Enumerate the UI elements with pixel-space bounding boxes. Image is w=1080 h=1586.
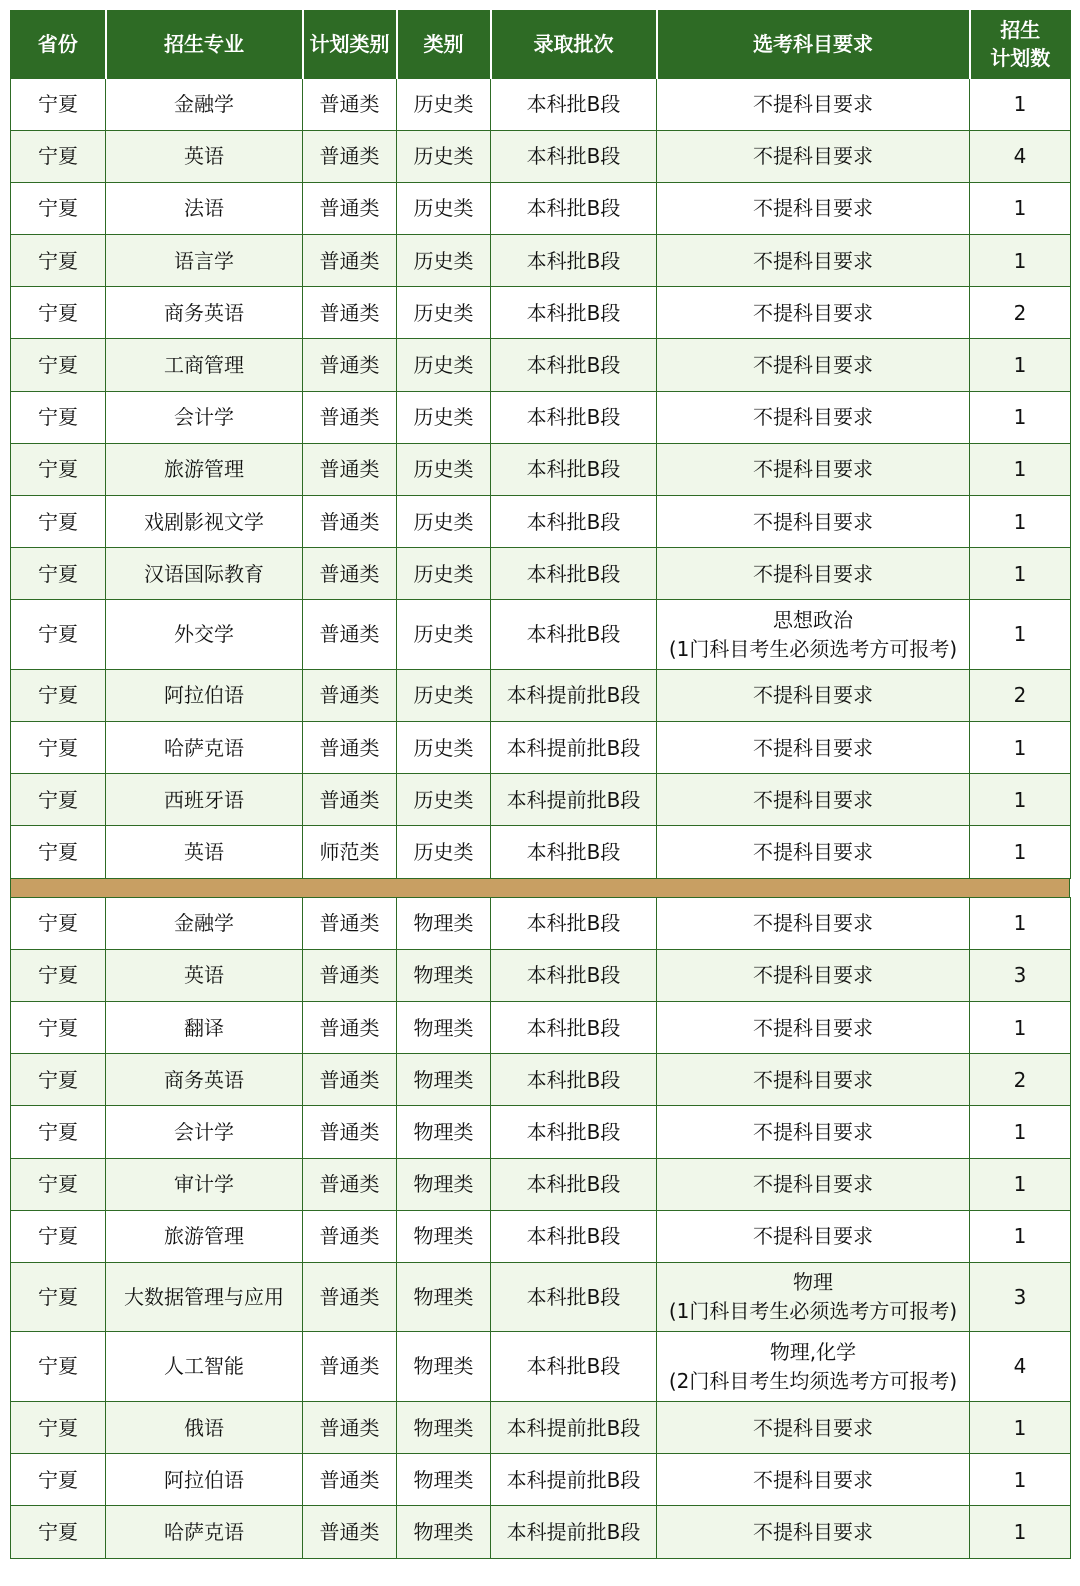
table-row <box>11 600 1071 670</box>
category-cell: 历史类 <box>397 600 491 670</box>
plan-type-cell: 普通类 <box>303 1054 397 1106</box>
major-cell: 金融学 <box>106 897 303 949</box>
subject-requirement-cell <box>657 600 970 670</box>
category-cell: 物理类 <box>397 1262 491 1332</box>
category-cell: 历史类 <box>397 287 491 339</box>
major-cell: 大数据管理与应用 <box>106 1262 303 1332</box>
plan-type-cell: 普通类 <box>303 669 397 721</box>
category-cell: 历史类 <box>397 669 491 721</box>
batch-cell: 本科批B段 <box>491 391 657 443</box>
major-cell: 商务英语 <box>106 1054 303 1106</box>
batch-cell: 本科提前批B段 <box>491 1401 657 1453</box>
plan-type-cell: 普通类 <box>303 182 397 234</box>
batch-cell: 本科提前批B段 <box>491 669 657 721</box>
batch-cell: 本科批B段 <box>491 1106 657 1158</box>
quota-cell: 1 <box>970 443 1071 495</box>
category-cell: 历史类 <box>397 496 491 548</box>
plan-type-cell: 普通类 <box>303 1158 397 1210</box>
plan-type-cell: 普通类 <box>303 130 397 182</box>
table-header <box>11 10 1071 78</box>
subject-requirement-cell <box>657 496 970 548</box>
subject-requirement-line: 不提科目要求 <box>753 683 873 708</box>
plan-type-cell: 普通类 <box>303 1106 397 1158</box>
quota-cell: 1 <box>970 1158 1071 1210</box>
plan-type-cell: 普通类 <box>303 1454 397 1506</box>
batch-cell: 本科批B段 <box>491 78 657 130</box>
subject-requirement-cell <box>657 130 970 182</box>
quota-cell: 2 <box>970 287 1071 339</box>
batch-cell: 本科批B段 <box>491 443 657 495</box>
subject-requirement-cell <box>657 1106 970 1158</box>
major-cell: 哈萨克语 <box>106 722 303 774</box>
batch-cell: 本科批B段 <box>491 1332 657 1402</box>
subject-requirement-line: 不提科目要求 <box>753 248 873 273</box>
subject-requirement-line: 不提科目要求 <box>753 911 873 936</box>
batch-cell: 本科批B段 <box>491 600 657 670</box>
category-cell: 物理类 <box>397 1506 491 1558</box>
table-row <box>11 1106 1071 1158</box>
province-cell: 宁夏 <box>11 78 106 130</box>
category-cell: 历史类 <box>397 826 491 878</box>
batch-cell: 本科批B段 <box>491 1054 657 1106</box>
subject-requirement-cell <box>657 548 970 600</box>
section-divider <box>10 879 1070 897</box>
batch-cell: 本科批B段 <box>491 496 657 548</box>
subject-requirement-line: 不提科目要求 <box>753 1519 873 1544</box>
subject-requirement-line: 不提科目要求 <box>753 509 873 534</box>
quota-cell: 3 <box>970 1262 1071 1332</box>
province-cell: 宁夏 <box>11 897 106 949</box>
province-cell: 宁夏 <box>11 1401 106 1453</box>
major-cell: 西班牙语 <box>106 774 303 826</box>
subject-requirement-cell <box>657 391 970 443</box>
plan-type-cell: 普通类 <box>303 897 397 949</box>
table-row <box>11 1332 1071 1402</box>
table-row <box>11 548 1071 600</box>
quota-cell: 1 <box>970 78 1071 130</box>
subject-requirement-cell <box>657 1054 970 1106</box>
table-row <box>11 1210 1071 1262</box>
plan-type-cell: 普通类 <box>303 548 397 600</box>
province-cell: 宁夏 <box>11 1210 106 1262</box>
quota-cell: 4 <box>970 130 1071 182</box>
table-row <box>11 287 1071 339</box>
province-cell: 宁夏 <box>11 774 106 826</box>
batch-cell: 本科批B段 <box>491 548 657 600</box>
subject-requirement-cell <box>657 722 970 774</box>
province-cell: 宁夏 <box>11 1454 106 1506</box>
quota-cell: 1 <box>970 826 1071 878</box>
table-row <box>11 339 1071 391</box>
physics-section <box>11 897 1071 1558</box>
major-cell: 俄语 <box>106 1401 303 1453</box>
table-row <box>11 826 1071 878</box>
table-row <box>11 1401 1071 1453</box>
category-cell: 物理类 <box>397 1106 491 1158</box>
subject-requirement-line: 不提科目要求 <box>753 196 873 221</box>
plan-type-cell: 普通类 <box>303 1002 397 1054</box>
category-cell: 物理类 <box>397 897 491 949</box>
subject-requirement-line: 不提科目要求 <box>753 92 873 117</box>
header-quota-line1: 招生 <box>1000 17 1041 42</box>
table-row <box>11 78 1071 130</box>
province-cell: 宁夏 <box>11 391 106 443</box>
major-cell: 语言学 <box>106 235 303 287</box>
batch-cell: 本科批B段 <box>491 1210 657 1262</box>
batch-cell: 本科批B段 <box>491 182 657 234</box>
subject-requirement-line: 不提科目要求 <box>753 1119 873 1144</box>
major-cell: 英语 <box>106 949 303 1001</box>
quota-cell: 1 <box>970 182 1071 234</box>
major-cell: 翻译 <box>106 1002 303 1054</box>
header-subject-requirement: 选考科目要求 <box>657 10 970 78</box>
table-row <box>11 496 1071 548</box>
subject-requirement-cell <box>657 1401 970 1453</box>
category-cell: 物理类 <box>397 1158 491 1210</box>
table-row <box>11 391 1071 443</box>
batch-cell: 本科提前批B段 <box>491 1454 657 1506</box>
subject-requirement-line: 物理 <box>793 1270 833 1295</box>
subject-requirement-line: (2门科目考生均须选考方可报考) <box>668 1368 958 1393</box>
subject-requirement-cell <box>657 182 970 234</box>
plan-type-cell: 普通类 <box>303 235 397 287</box>
major-cell: 英语 <box>106 130 303 182</box>
category-cell: 物理类 <box>397 1210 491 1262</box>
subject-requirement-line: 不提科目要求 <box>753 1015 873 1040</box>
quota-cell: 1 <box>970 1002 1071 1054</box>
province-cell: 宁夏 <box>11 235 106 287</box>
plan-type-cell: 普通类 <box>303 443 397 495</box>
batch-cell: 本科批B段 <box>491 339 657 391</box>
table-row <box>11 1454 1071 1506</box>
batch-cell: 本科提前批B段 <box>491 774 657 826</box>
table-row <box>11 130 1071 182</box>
major-cell: 英语 <box>106 826 303 878</box>
subject-requirement-cell <box>657 1454 970 1506</box>
batch-cell: 本科批B段 <box>491 235 657 287</box>
batch-cell: 本科批B段 <box>491 826 657 878</box>
header-quota-line2: 计划数 <box>990 45 1051 70</box>
subject-requirement-cell <box>657 1002 970 1054</box>
admission-plan-table-physics <box>10 897 1071 1559</box>
plan-type-cell: 普通类 <box>303 1401 397 1453</box>
table-row <box>11 722 1071 774</box>
subject-requirement-cell <box>657 897 970 949</box>
table-row <box>11 1158 1071 1210</box>
province-cell: 宁夏 <box>11 722 106 774</box>
major-cell: 会计学 <box>106 1106 303 1158</box>
batch-cell: 本科提前批B段 <box>491 722 657 774</box>
quota-cell: 1 <box>970 496 1071 548</box>
category-cell: 历史类 <box>397 130 491 182</box>
category-cell: 物理类 <box>397 1002 491 1054</box>
plan-type-cell: 普通类 <box>303 1332 397 1402</box>
major-cell: 阿拉伯语 <box>106 1454 303 1506</box>
table-row <box>11 235 1071 287</box>
category-cell: 物理类 <box>397 1401 491 1453</box>
batch-cell: 本科批B段 <box>491 897 657 949</box>
subject-requirement-cell <box>657 949 970 1001</box>
header-category: 类别 <box>397 10 491 78</box>
quota-cell: 1 <box>970 1210 1071 1262</box>
quota-cell: 1 <box>970 897 1071 949</box>
quota-cell: 1 <box>970 1454 1071 1506</box>
major-cell: 人工智能 <box>106 1332 303 1402</box>
plan-type-cell: 师范类 <box>303 826 397 878</box>
major-cell: 戏剧影视文学 <box>106 496 303 548</box>
plan-type-cell: 普通类 <box>303 1506 397 1558</box>
plan-type-cell: 普通类 <box>303 1262 397 1332</box>
batch-cell: 本科批B段 <box>491 949 657 1001</box>
quota-cell: 4 <box>970 1332 1071 1402</box>
major-cell: 金融学 <box>106 78 303 130</box>
plan-type-cell: 普通类 <box>303 600 397 670</box>
batch-cell: 本科提前批B段 <box>491 1506 657 1558</box>
major-cell: 汉语国际教育 <box>106 548 303 600</box>
quota-cell: 1 <box>970 1106 1071 1158</box>
subject-requirement-cell <box>657 78 970 130</box>
subject-requirement-line: 不提科目要求 <box>753 457 873 482</box>
plan-type-cell: 普通类 <box>303 722 397 774</box>
quota-cell: 3 <box>970 949 1071 1001</box>
subject-requirement-cell <box>657 339 970 391</box>
plan-type-cell: 普通类 <box>303 1210 397 1262</box>
category-cell: 历史类 <box>397 339 491 391</box>
province-cell: 宁夏 <box>11 130 106 182</box>
subject-requirement-line: 不提科目要求 <box>753 144 873 169</box>
subject-requirement-line: (1门科目考生必须选考方可报考) <box>668 1299 958 1324</box>
major-cell: 哈萨克语 <box>106 1506 303 1558</box>
table-row <box>11 182 1071 234</box>
table-row <box>11 1054 1071 1106</box>
major-cell: 旅游管理 <box>106 443 303 495</box>
quota-cell: 1 <box>970 235 1071 287</box>
major-cell: 外交学 <box>106 600 303 670</box>
subject-requirement-line: 物理,化学 <box>769 1339 857 1364</box>
subject-requirement-cell <box>657 774 970 826</box>
category-cell: 历史类 <box>397 443 491 495</box>
table-row <box>11 1002 1071 1054</box>
quota-cell: 1 <box>970 774 1071 826</box>
province-cell: 宁夏 <box>11 1506 106 1558</box>
quota-cell: 1 <box>970 1401 1071 1453</box>
major-cell: 会计学 <box>106 391 303 443</box>
subject-requirement-line: 不提科目要求 <box>753 1467 873 1492</box>
plan-type-cell: 普通类 <box>303 949 397 1001</box>
category-cell: 历史类 <box>397 391 491 443</box>
subject-requirement-cell <box>657 1506 970 1558</box>
subject-requirement-cell <box>657 1210 970 1262</box>
province-cell: 宁夏 <box>11 443 106 495</box>
province-cell: 宁夏 <box>11 1262 106 1332</box>
plan-type-cell: 普通类 <box>303 774 397 826</box>
subject-requirement-line: 不提科目要求 <box>753 561 873 586</box>
major-cell: 商务英语 <box>106 287 303 339</box>
province-cell: 宁夏 <box>11 1332 106 1402</box>
major-cell: 阿拉伯语 <box>106 669 303 721</box>
table-row <box>11 949 1071 1001</box>
subject-requirement-line: 不提科目要求 <box>753 353 873 378</box>
subject-requirement-line: 思想政治 <box>773 607 853 632</box>
header-province: 省份 <box>11 10 106 78</box>
quota-cell: 1 <box>970 722 1071 774</box>
plan-type-cell: 普通类 <box>303 391 397 443</box>
batch-cell: 本科批B段 <box>491 130 657 182</box>
batch-cell: 本科批B段 <box>491 287 657 339</box>
header-quota <box>970 10 1071 78</box>
province-cell: 宁夏 <box>11 1158 106 1210</box>
quota-cell: 1 <box>970 339 1071 391</box>
category-cell: 历史类 <box>397 235 491 287</box>
admission-plan-sheet <box>10 10 1070 1559</box>
major-cell: 工商管理 <box>106 339 303 391</box>
table-row <box>11 897 1071 949</box>
table-row <box>11 1262 1071 1332</box>
batch-cell: 本科批B段 <box>491 1002 657 1054</box>
batch-cell: 本科批B段 <box>491 1262 657 1332</box>
plan-type-cell: 普通类 <box>303 78 397 130</box>
category-cell: 物理类 <box>397 949 491 1001</box>
plan-type-cell: 普通类 <box>303 287 397 339</box>
subject-requirement-line: 不提科目要求 <box>753 1172 873 1197</box>
subject-requirement-line: 不提科目要求 <box>753 735 873 760</box>
subject-requirement-cell <box>657 235 970 287</box>
batch-cell: 本科批B段 <box>491 1158 657 1210</box>
subject-requirement-line: 不提科目要求 <box>753 1224 873 1249</box>
quota-cell: 1 <box>970 548 1071 600</box>
province-cell: 宁夏 <box>11 287 106 339</box>
province-cell: 宁夏 <box>11 182 106 234</box>
table-row <box>11 669 1071 721</box>
table-row <box>11 774 1071 826</box>
province-cell: 宁夏 <box>11 1054 106 1106</box>
category-cell: 历史类 <box>397 548 491 600</box>
table-row <box>11 1506 1071 1558</box>
subject-requirement-cell <box>657 287 970 339</box>
category-cell: 历史类 <box>397 774 491 826</box>
header-plan-type: 计划类别 <box>303 10 397 78</box>
province-cell: 宁夏 <box>11 1002 106 1054</box>
province-cell: 宁夏 <box>11 669 106 721</box>
major-cell: 法语 <box>106 182 303 234</box>
province-cell: 宁夏 <box>11 826 106 878</box>
province-cell: 宁夏 <box>11 548 106 600</box>
category-cell: 物理类 <box>397 1054 491 1106</box>
admission-plan-table <box>10 10 1071 879</box>
subject-requirement-line: (1门科目考生必须选考方可报考) <box>668 636 958 661</box>
quota-cell: 2 <box>970 669 1071 721</box>
province-cell: 宁夏 <box>11 496 106 548</box>
subject-requirement-line: 不提科目要求 <box>753 300 873 325</box>
subject-requirement-line: 不提科目要求 <box>753 787 873 812</box>
quota-cell: 2 <box>970 1054 1071 1106</box>
subject-requirement-cell <box>657 1332 970 1402</box>
subject-requirement-cell <box>657 669 970 721</box>
quota-cell: 1 <box>970 1506 1071 1558</box>
subject-requirement-cell <box>657 1158 970 1210</box>
major-cell: 审计学 <box>106 1158 303 1210</box>
history-section <box>11 78 1071 878</box>
quota-cell: 1 <box>970 600 1071 670</box>
quota-cell: 1 <box>970 391 1071 443</box>
category-cell: 物理类 <box>397 1454 491 1506</box>
category-cell: 历史类 <box>397 182 491 234</box>
header-major: 招生专业 <box>106 10 303 78</box>
subject-requirement-cell <box>657 1262 970 1332</box>
category-cell: 历史类 <box>397 722 491 774</box>
province-cell: 宁夏 <box>11 339 106 391</box>
province-cell: 宁夏 <box>11 949 106 1001</box>
subject-requirement-line: 不提科目要求 <box>753 1067 873 1092</box>
subject-requirement-cell <box>657 443 970 495</box>
table-row <box>11 443 1071 495</box>
subject-requirement-cell <box>657 826 970 878</box>
subject-requirement-line: 不提科目要求 <box>753 1415 873 1440</box>
province-cell: 宁夏 <box>11 600 106 670</box>
subject-requirement-line: 不提科目要求 <box>753 840 873 865</box>
header-batch: 录取批次 <box>491 10 657 78</box>
category-cell: 物理类 <box>397 1332 491 1402</box>
major-cell: 旅游管理 <box>106 1210 303 1262</box>
subject-requirement-line: 不提科目要求 <box>753 963 873 988</box>
province-cell: 宁夏 <box>11 1106 106 1158</box>
plan-type-cell: 普通类 <box>303 496 397 548</box>
plan-type-cell: 普通类 <box>303 339 397 391</box>
subject-requirement-line: 不提科目要求 <box>753 405 873 430</box>
category-cell: 历史类 <box>397 78 491 130</box>
